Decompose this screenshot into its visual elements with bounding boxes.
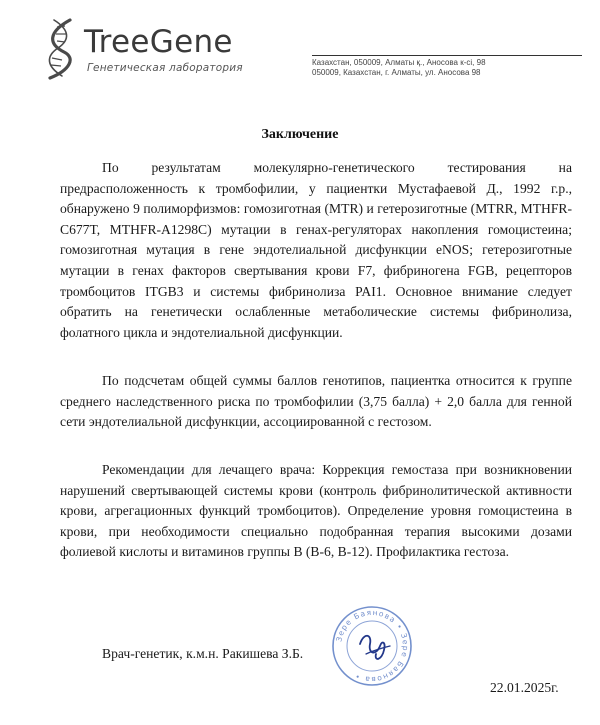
address-block — [312, 55, 582, 78]
company-logo — [40, 18, 250, 80]
document-date: 22.01.2025г. — [490, 680, 559, 695]
dna-helix-icon — [40, 18, 78, 80]
document-title: Заключение — [261, 127, 339, 142]
address-line-russian: 050009, Казахстан, г. Алматы, ул. Аносова 98 — [312, 68, 481, 77]
handwritten-signature — [360, 636, 385, 659]
svg-text:Зере Баянова • Зере Баянова •: Зере Баянова • Зере Баянова • — [334, 607, 411, 685]
doctor-signature-line: Врач-генетик, к.м.н. Ракишева З.Б. — [102, 646, 304, 661]
paragraph-risk-score: По подсчетам общей суммы баллов генотипов, пациентка относится к группе среднего наследственного риска по тромбофилии (3,75 балла) + 2,0 балла для генной сети эндотелиальной дисфункции, ассоциированной с гестозом. — [60, 373, 572, 430]
brand-name: TreeGene — [84, 24, 233, 60]
paragraph-findings: По результатам молекулярно-генетического тестирования на предрасположенность к тромбофилии, у пациентки Мустафаевой Д., 1992 г.р., обнаружено 9 полиморфизмов: гомозиготная (MTR) и гетерозиготные (MTRR, MTHFR-C677T, MTHFR-A1298C) мутации в генах-регуляторах накопления гомоцистеина; гомозиготная мутация в гене эндотелиальной дисфункции eNOS; гетерозиготные мутации в генах факторов свертывания крови F7, фибриногена FGB, рецепторов тромбоцитов ITGB3 и системы фибринолиза PAI1. Основное внимание следует обратить на генетически ослабленные метаболические системы фибринолиза, фолатного цикла и эндотелиальной дисфункции. — [60, 160, 572, 340]
brand-subtitle: Генетическая лаборатория — [87, 62, 243, 74]
paragraph-recommendations: Рекомендации для лечащего врача: Коррекция гемостаза при возникновении нарушений свертывающей системы крови (контроль фибринолитической активности крови, агрегационных функций тромбоцитов). Определение уровня гомоцистеина в крови, при необходимости специально подобранная терапия высокими дозами фолиевой кислоты и витаминов группы В (В-6, В-12). Профилактика гестоза. — [60, 462, 572, 560]
address-line-kazakh: Казахстан, 050009, Алматы қ., Аносова к-сі, 98 — [312, 58, 486, 67]
doctor-stamp — [330, 604, 414, 688]
